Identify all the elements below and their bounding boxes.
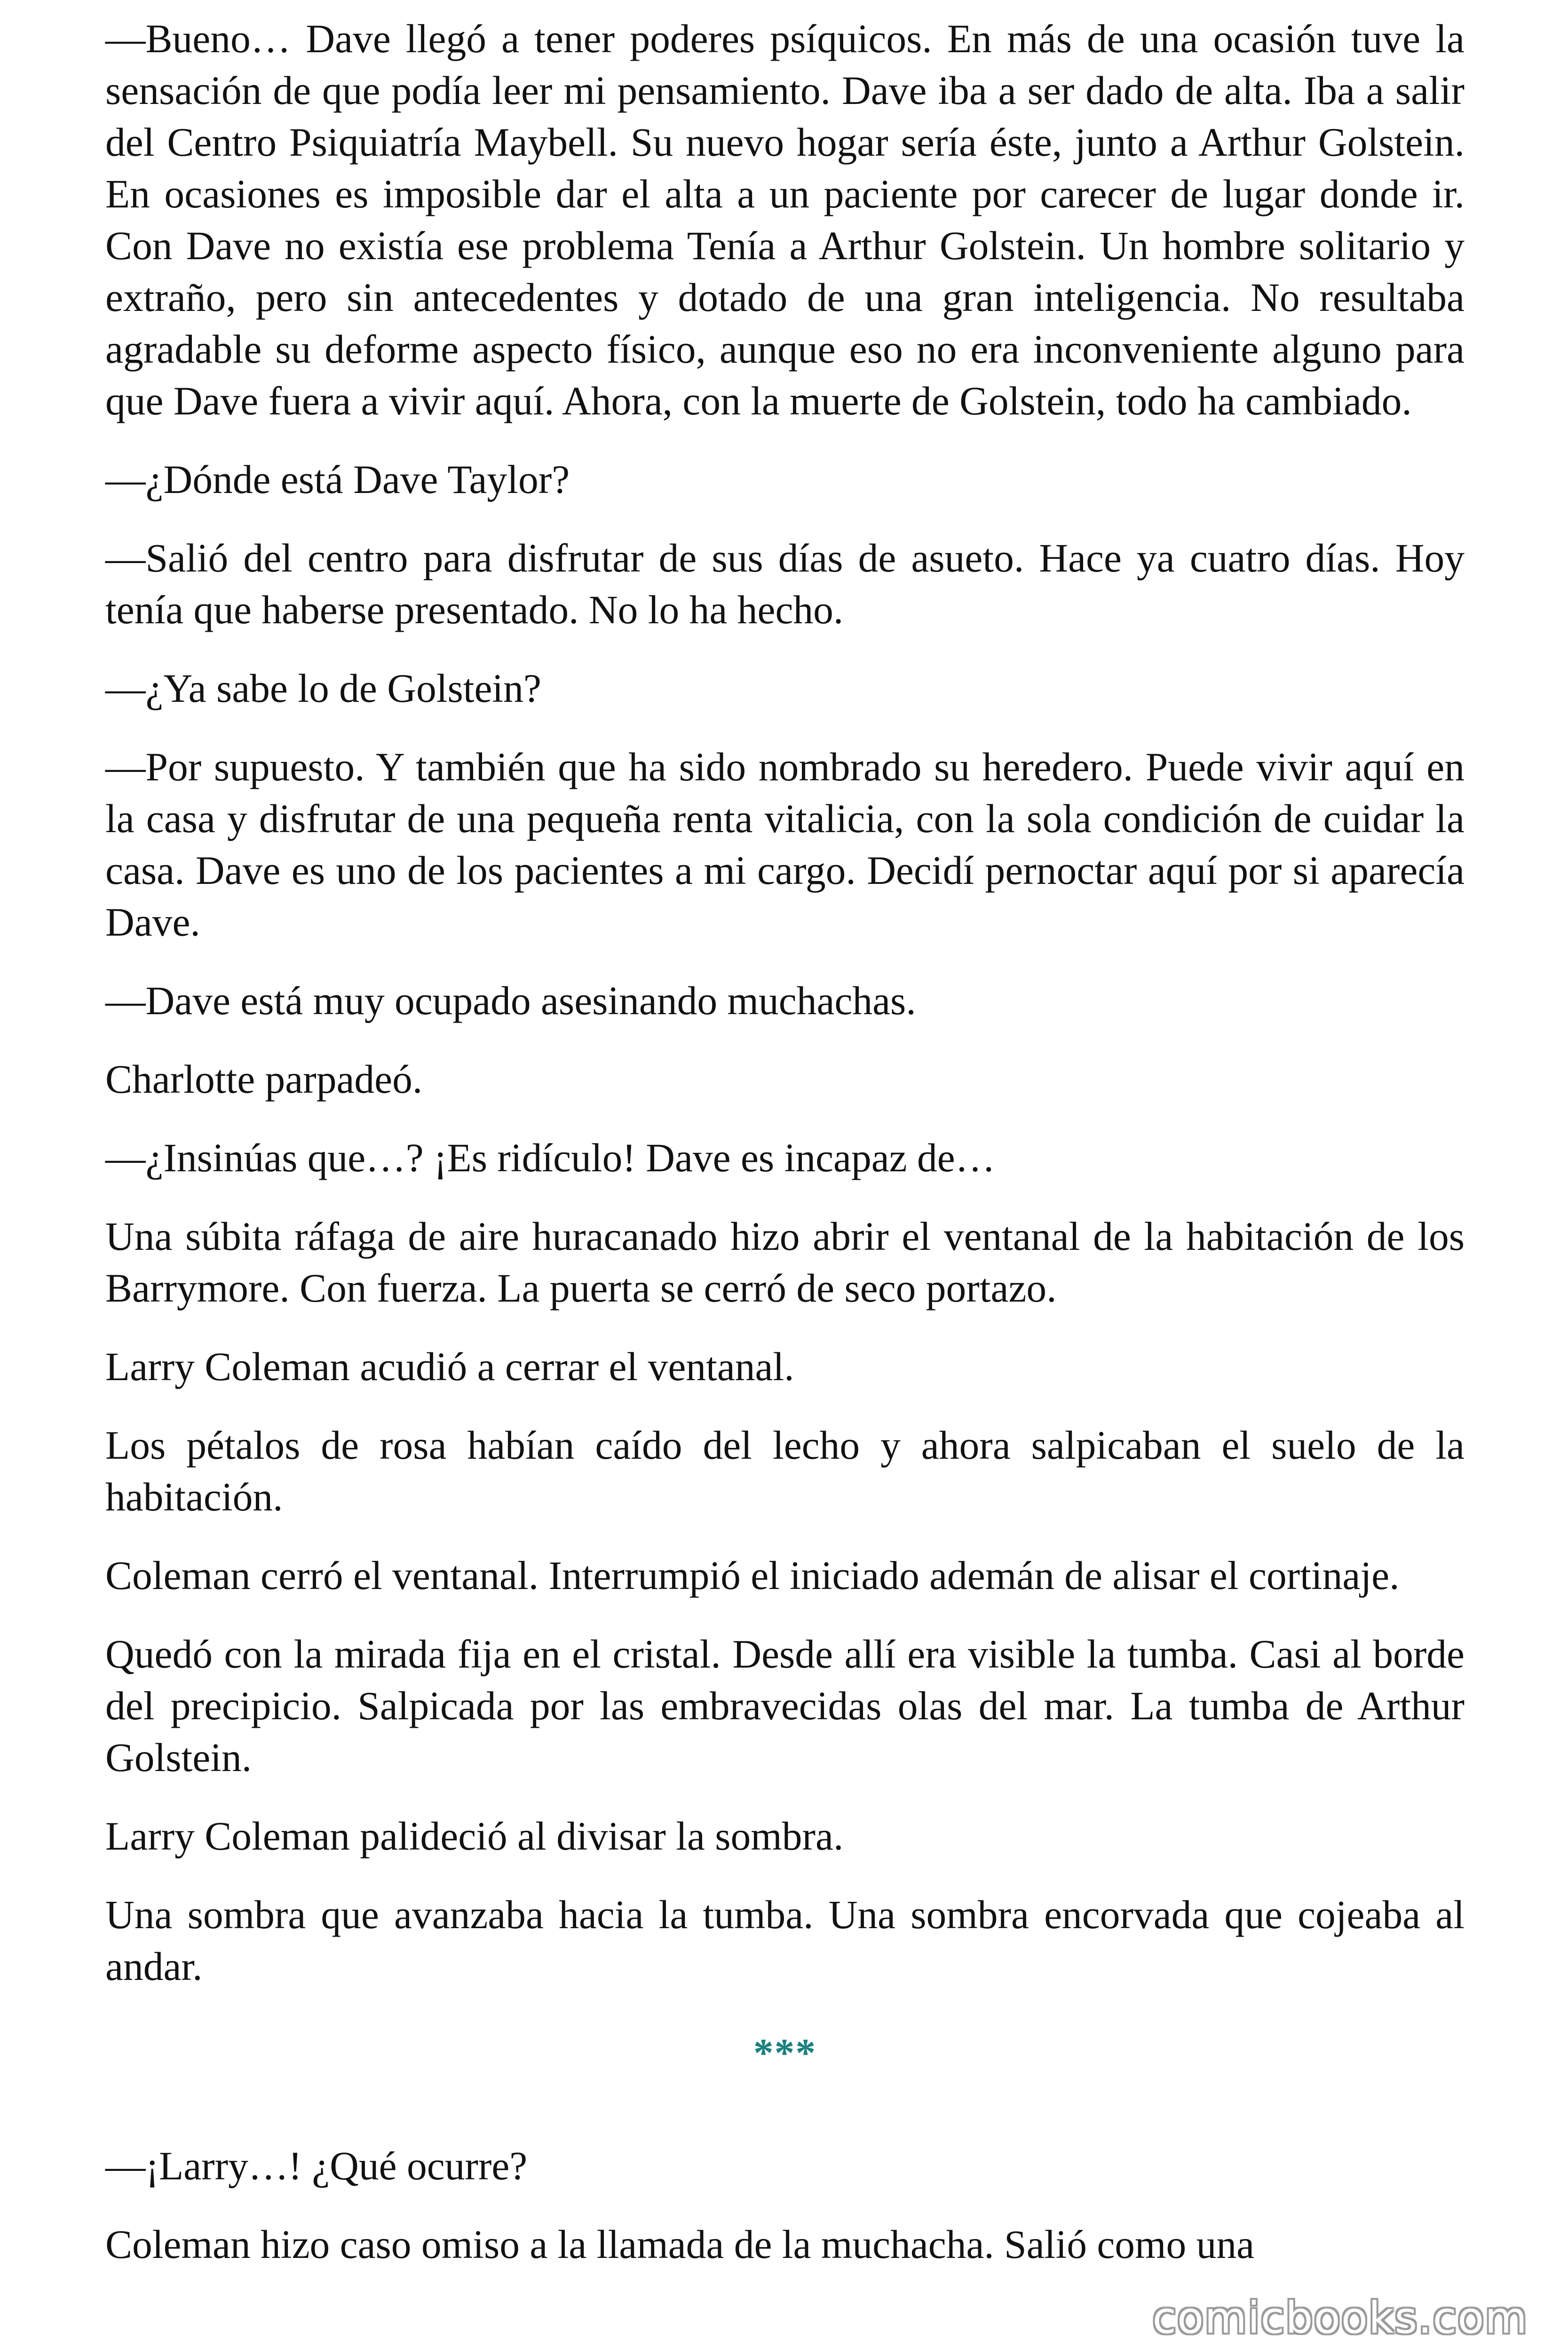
section-separator: *** (753, 2031, 817, 2075)
paragraph: Coleman cerró el ventanal. Interrumpió el iniciado ademán de alisar el cortinaje. (105, 1554, 1400, 1598)
paragraph: —¿Ya sabe lo de Golstein? (105, 667, 541, 711)
paragraph: —¿Dónde está Dave Taylor? (105, 458, 570, 502)
paragraph: Larry Coleman acudió a cerrar el ventanal. (105, 1345, 794, 1389)
paragraph: Charlotte parpadeó. (105, 1057, 423, 1102)
paragraph: —Bueno… Dave llegó a tener poderes psíquicos. En más de una ocasión tuve la sensación de que podía leer mi pensamiento. Dave iba a ser dado de alta. Iba a salir del Centro Psiquiatría Maybell. Su nuevo hogar sería éste, junto a Arthur Golstein. En ocasiones es imposible dar el alta a un paciente por carecer de lugar donde ir. Con Dave no existía ese problema Tenía a Arthur Golstein. Un hombre solitario y extraño, pero sin antecedentes y dotado de una gran inteligencia. No resultaba agradable su deforme aspecto físico, aunque eso no era inconveniente alguno para que Dave fuera a vivir aquí. Ahora, con la muerte de Golstein, todo ha cambiado. (105, 17, 1465, 423)
watermark-logo: comicbooks.com (1152, 2293, 1528, 2343)
paragraph: Larry Coleman palideció al divisar la sombra. (105, 1814, 844, 1859)
paragraph: Quedó con la mirada fija en el cristal. Desde allí era visible la tumba. Casi al borde del precipicio. Salpicada por las embravecidas olas del mar. La tumba de Arthur Golstein. (105, 1632, 1465, 1780)
paragraph: Una sombra que avanzaba hacia la tumba. Una sombra encorvada que cojeaba al andar. (105, 1893, 1465, 1989)
paragraph: Los pétalos de rosa habían caído del lecho y ahora salpicaban el suelo de la habitación. (105, 1423, 1465, 1519)
paragraph-continued: Coleman hizo caso omiso a la llamada de la muchacha. Salió como una (105, 2223, 1255, 2267)
paragraph: —Salió del centro para disfrutar de sus días de asueto. Hace ya cuatro días. Hoy tenía que haberse presentado. No lo ha hecho. (105, 536, 1465, 632)
paragraph: —¡Larry…! ¿Qué ocurre? (105, 2144, 528, 2188)
book-page (105, 13, 1465, 2271)
paragraph: —Dave está muy ocupado asesinando muchachas. (105, 979, 916, 1023)
paragraph: Una súbita ráfaga de aire huracanado hizo abrir el ventanal de la habitación de los Barrymore. Con fuerza. La puerta se cerró de seco portazo. (105, 1215, 1465, 1311)
paragraph: —Por supuesto. Y también que ha sido nombrado su heredero. Puede vivir aquí en la casa y disfrutar de una pequeña renta vitalicia, con la sola condición de cuidar la casa. Dave es uno de los pacientes a mi cargo. Decidí pernoctar aquí por si aparecía Dave. (105, 745, 1465, 945)
paragraph: —¿Insinúas que…? ¡Es ridículo! Dave es incapaz de… (105, 1136, 996, 1180)
